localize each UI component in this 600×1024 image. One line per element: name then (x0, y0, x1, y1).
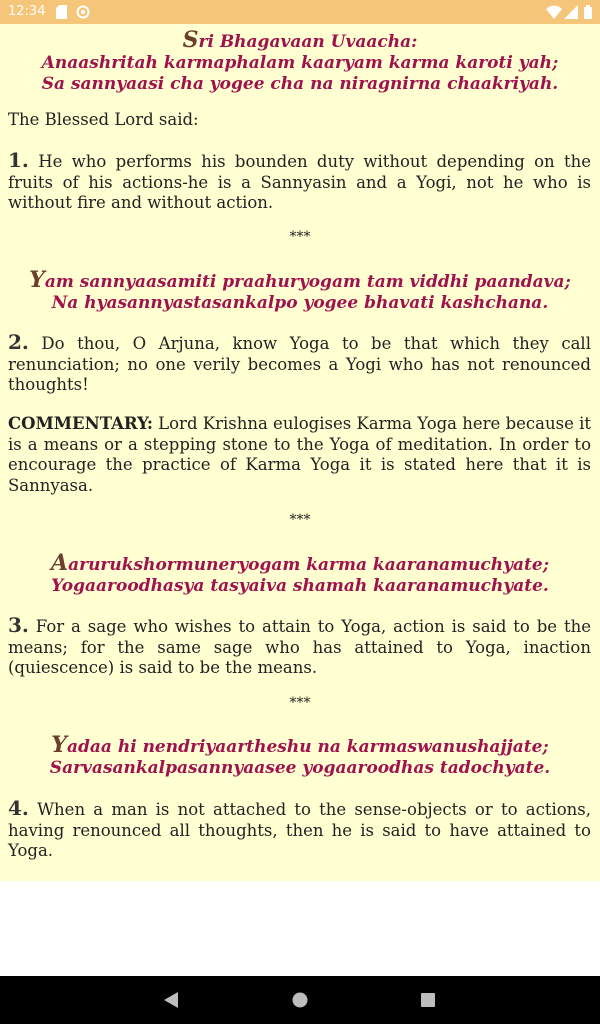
separator-stars: *** (289, 695, 311, 711)
commentary (8, 414, 591, 496)
paragraph-4 (8, 798, 591, 862)
verse-3 (0, 550, 600, 597)
drop-cap: Y (29, 267, 45, 293)
battery-icon (584, 5, 592, 19)
verse-number: 3. (8, 613, 29, 637)
paragraph-2 (8, 332, 591, 396)
sd-card-icon (56, 5, 68, 19)
verse-2 (0, 267, 600, 314)
status-bar (0, 0, 600, 24)
verse-3-line-1-text: arurukshormuneryogam karma kaaranamuchyate; (68, 555, 549, 575)
paragraph-4-text: When a man is not attached to the sense-objects or to actions, having renounced all thoughts, then he is said to have attained to Yoga. (8, 800, 591, 860)
paragraph-1-text: He who performs his bounden duty without depending on the fruits of his actions-he is a Sannyasin and a Yogi, not he who is without fire and without action. (8, 152, 591, 212)
paragraph-2-text: Do thou, O Arjuna, know Yoga to be that which they call renunciation; no one verily becomes a Yogi who has not renounced thoughts! (8, 334, 591, 394)
home-icon[interactable] (288, 988, 312, 1012)
verse-1-line-3: Sa sannyaasi cha yogee cha na niragnirna chaakriyah. (41, 74, 559, 94)
drop-cap: S (182, 27, 199, 53)
separator-stars: *** (289, 229, 311, 245)
drop-cap: Y (51, 732, 67, 758)
verse-number: 4. (8, 796, 29, 820)
verse-3-line-1 (0, 550, 600, 576)
sync-icon (76, 5, 90, 19)
verse-3-line-2: Yogaaroodhasya tasyaiva shamah kaaranamuchyate. (51, 576, 549, 596)
verse-content[interactable] (0, 24, 600, 881)
paragraph-3 (8, 615, 591, 679)
verse-1 (0, 27, 600, 95)
verse-number: 2. (8, 330, 29, 354)
verse-4-line-1 (0, 732, 600, 758)
wifi-icon (546, 5, 562, 19)
drop-cap: A (51, 550, 69, 576)
verse-1-line-1 (0, 27, 600, 53)
separator-stars: *** (289, 512, 311, 528)
verse-2-line-1-text: am sannyaasamiti praahuryogam tam viddhi paandava; (44, 272, 571, 292)
verse-number: 1. (8, 148, 29, 172)
navigation-bar (0, 976, 600, 1024)
back-icon[interactable] (159, 988, 183, 1012)
status-time: 12:34 (8, 4, 46, 19)
commentary-label: COMMENTARY: (8, 414, 153, 433)
verse-4-line-1-text: adaa hi nendriyaartheshu na karmaswanushajjate; (66, 737, 549, 757)
commentary-text: Lord Krishna eulogises Karma Yoga here because it is a means or a stepping stone to the Yoga of meditation. In order to encourage the practice of Karma Yoga it is stated here that it is Sannyasa. (8, 414, 591, 495)
verse-4 (0, 732, 600, 779)
verse-4-line-2: Sarvasankalpasannyaasee yogaaroodhas tadochyate. (49, 758, 551, 778)
verse-2-line-1 (0, 267, 600, 293)
verse-2-line-2: Na hyasannyastasankalpo yogee bhavati kashchana. (51, 293, 549, 313)
recents-icon[interactable] (416, 988, 440, 1012)
paragraph-1 (8, 150, 591, 214)
verse-1-line-1-text: ri Bhagavaan Uvaacha: (198, 32, 418, 52)
paragraph-3-text: For a sage who wishes to attain to Yoga, action is said to be the means; for the same sage who has attained to Yoga, inaction (quiescence) is said to be the means. (8, 617, 591, 677)
verse-1-line-2: Anaashritah karmaphalam kaaryam karma karoti yah; (41, 53, 559, 73)
intro-text: The Blessed Lord said: (8, 110, 199, 129)
signal-icon (564, 5, 578, 19)
